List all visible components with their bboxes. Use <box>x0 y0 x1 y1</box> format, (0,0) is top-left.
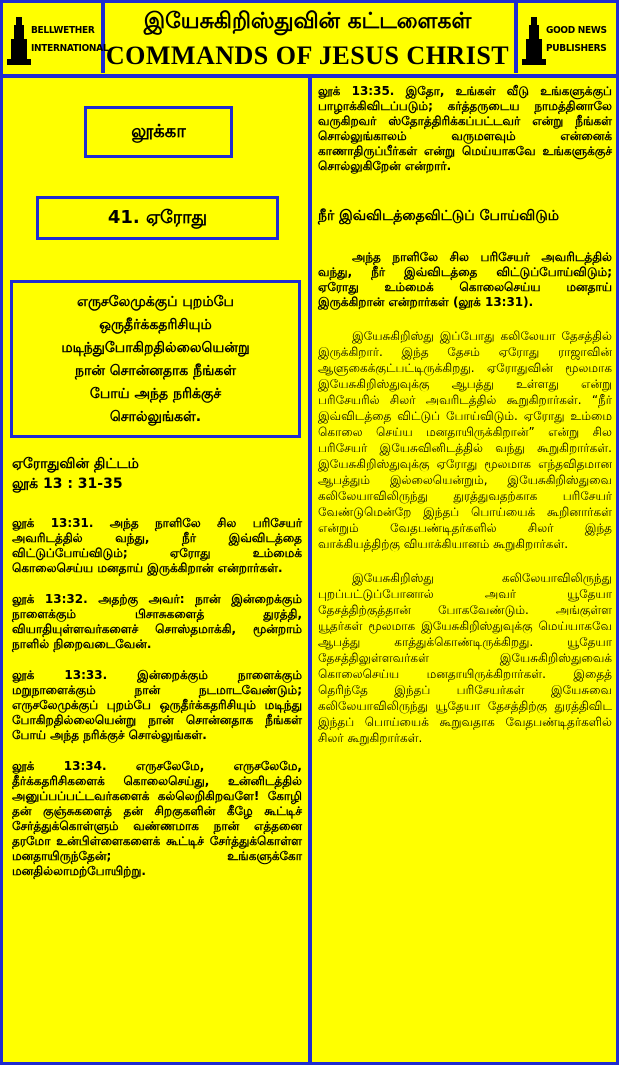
figure-icon <box>7 15 31 67</box>
quote-line: நான் சொன்னதாக நீங்கள் <box>75 363 236 379</box>
paragraph-1: அந்த நாளிலே சில பரிசேயர் அவரிடத்தில் வந்து, நீர் இவ்விடத்தை விட்டுப்போய்விடும்; ஏரோது உம்மைக் கொலைசெய்ய மனதாய் இருக்கிறான் என்றார்கள் (லூக் 13:31). <box>318 250 612 309</box>
logo-line-2: PUBLISHERS <box>546 43 607 54</box>
verse-list <box>12 516 302 879</box>
book-box: லூக்கா <box>84 106 233 158</box>
right-column <box>318 84 612 746</box>
quote-line: எருசலேமுக்குப் புறம்பே <box>77 294 234 310</box>
section-title: ஏரோதுவின் திட்டம் <box>12 456 139 472</box>
title <box>105 3 510 73</box>
quote-line: போய் அந்த நரிக்குச் <box>89 386 222 402</box>
figure-icon <box>522 15 546 67</box>
paragraph-2: இயேசுகிறிஸ்து இப்போது கலிலேயா தேசத்தில் இருக்கிறார். இந்த தேசம் ஏரோது ராஜாவின் ஆளுகைக்குட்பட்டிருக்கிறது. ஏரோதுவின் மூலமாக இயேசுகிறிஸ்துவுக்கு ஆபத்து உள்ளது என்று பரிசேயரில் சிலர் அவரிடத்தில் கூறுகிறார்கள். “நீர் இவ்விடத்தை விட்டுப் போய்விடும். ஏரோது உம்மை கொலை செய்ய மனதாயிருக்கிறான்” என்று சில பரிசேயர் இயேசுவினிடத்தில் வந்து கூறுகிறார்கள். இயேசுகிறிஸ்துவுக்கு ஏரோது மூலமாக எந்தவிதமான ஆபத்தும் இல்லையென்றும், இயேசுகிறிஸ்துவை கலிலேயாவிலிருந்து துரத்துவதற்காக பரிசேயர் வேண்டுமென்றே இந்தப் பொய்யைக் கூறினார்கள் என்றும் வேதபண்டிதர்களில் சிலர் இந்த வாக்கியத்திற்கு வியாக்கியானம் கூறுகிறார்கள். <box>318 329 612 551</box>
verse-33: லூக் 13:33. இன்றைக்கும் நாளைக்கும் மறுநாளைக்கும் நான் நடமாடவேண்டும்; எருசலேமுக்குப் புறம்பே ஒருதீர்க்கதரிசியும் மடிந்து போகிறதில்லையென்று நான் சொன்னதாக நீங்கள் போய் அந்த நரிக்குச் சொல்லுங்கள். <box>12 668 302 742</box>
quote-line: மடிந்துபோகிறதில்லையென்று <box>61 340 250 356</box>
quote-box <box>10 280 301 438</box>
section-ref: லூக் 13 : 31-35 <box>12 476 123 492</box>
chapter-box: 41. ஏரோது <box>36 196 279 240</box>
quote-line: ஒருதீர்க்கதரிசியும் <box>99 317 212 333</box>
title-english: COMMANDS OF JESUS CHRIST <box>105 41 510 70</box>
logo-line-2: INTERNATIONAL <box>31 43 109 54</box>
verse-34: லூக் 13:34. எருசலேமே, எருசலேமே, தீர்க்கதரிசிகளைக் கொலைசெய்து, உன்னிடத்தில் அனுப்பப்பட்டவர்களைக் கல்லெறிகிறவளே! கோழி தன் குஞ்சுகளைத் தன் சிறகுகளின் கீழே கூட்டிச் சேர்த்துக்கொள்ளும் வண்ணமாக நான் எத்தனை தரமோ உன்பிள்ளைகளைக் கூட்டிச் சேர்த்துக்கொள்ள மனதாயிருந்தேன்; உங்களுக்கோ மனதில்லாமற்போயிற்று. <box>12 759 302 878</box>
header <box>0 0 619 78</box>
paragraph-3: இயேசுகிறிஸ்து கலிலேயாவிலிருந்து புறப்பட்டுப்போனால் அவர் யூதேயா தேசத்திற்குத்தான் போகவேண்டும். அங்குள்ள யூதர்கள் மூலமாக இயேசுகிறிஸ்துவுக்கு மெய்யாகவே ஆபத்து காத்துக்கொண்டிருக்கிறது. யூதேயா தேசத்திலுள்ளவர்கள் இயேசுகிறிஸ்துவைக் கொலைசெய்ய மனதாயிருக்கிறார்கள். இதைத் தெரிந்தே இந்தப் பரிசேயர்கள் இயேசுவை கலிலேயாவிலிருந்து யூதேயா தேசத்திற்கு துரத்திவிட இந்தப் பொய்யைக் கூறுவதாக வேதபண்டிதர்களில் சிலர் கூறுகிறார்கள். <box>318 571 612 745</box>
column-divider <box>308 78 312 1065</box>
section-header <box>12 454 302 494</box>
title-tamil: இயேசுகிறிஸ்துவின் கட்டளைகள் <box>143 9 472 34</box>
bellwether-logo <box>3 3 109 73</box>
section-heading: நீர் இவ்விடத்தைவிட்டுப் போய்விடும் <box>318 208 559 224</box>
verse-31: லூக் 13:31. அந்த நாளிலே சில பரிசேயர் அவரிடத்தில் வந்து, நீர் இவ்விடத்தை விட்டுப்போய்விடும்; ஏரோது உம்மைக் கொலைசெய்ய மனதாய் இருக்கிறான் என்றார்கள். <box>12 516 302 575</box>
logo-line-1: BELLWETHER <box>31 25 95 36</box>
verse-32: லூக் 13:32. அதற்கு அவர்: நான் இன்றைக்கும் நாளைக்கும் பிசாசுகளைத் துரத்தி, வியாதியுள்ளவர்களைச் சொஸ்தமாக்கி, மூன்றாம் நாளில் நிறைவடைவேன். <box>12 592 302 651</box>
logo-line-1: GOOD NEWS <box>546 25 607 36</box>
verse-35: லூக் 13:35. இதோ, உங்கள் வீடு உங்களுக்குப் பாழாக்கிவிடப்படும்; கர்த்தருடைய நாமத்தினாலே வருகிறவர் ஸ்தோத்திரிக்கப்பட்டவர் என்று நீங்கள் சொல்லுங்காலம் வருமளவும் என்னைக் காணாதிருப்பீர்கள் என்று மெய்யாகவே உங்களுக்குச் சொல்லுகிறேன் என்றார். <box>318 84 612 173</box>
good-news-logo <box>514 3 616 73</box>
quote-line: சொல்லுங்கள். <box>109 409 202 425</box>
